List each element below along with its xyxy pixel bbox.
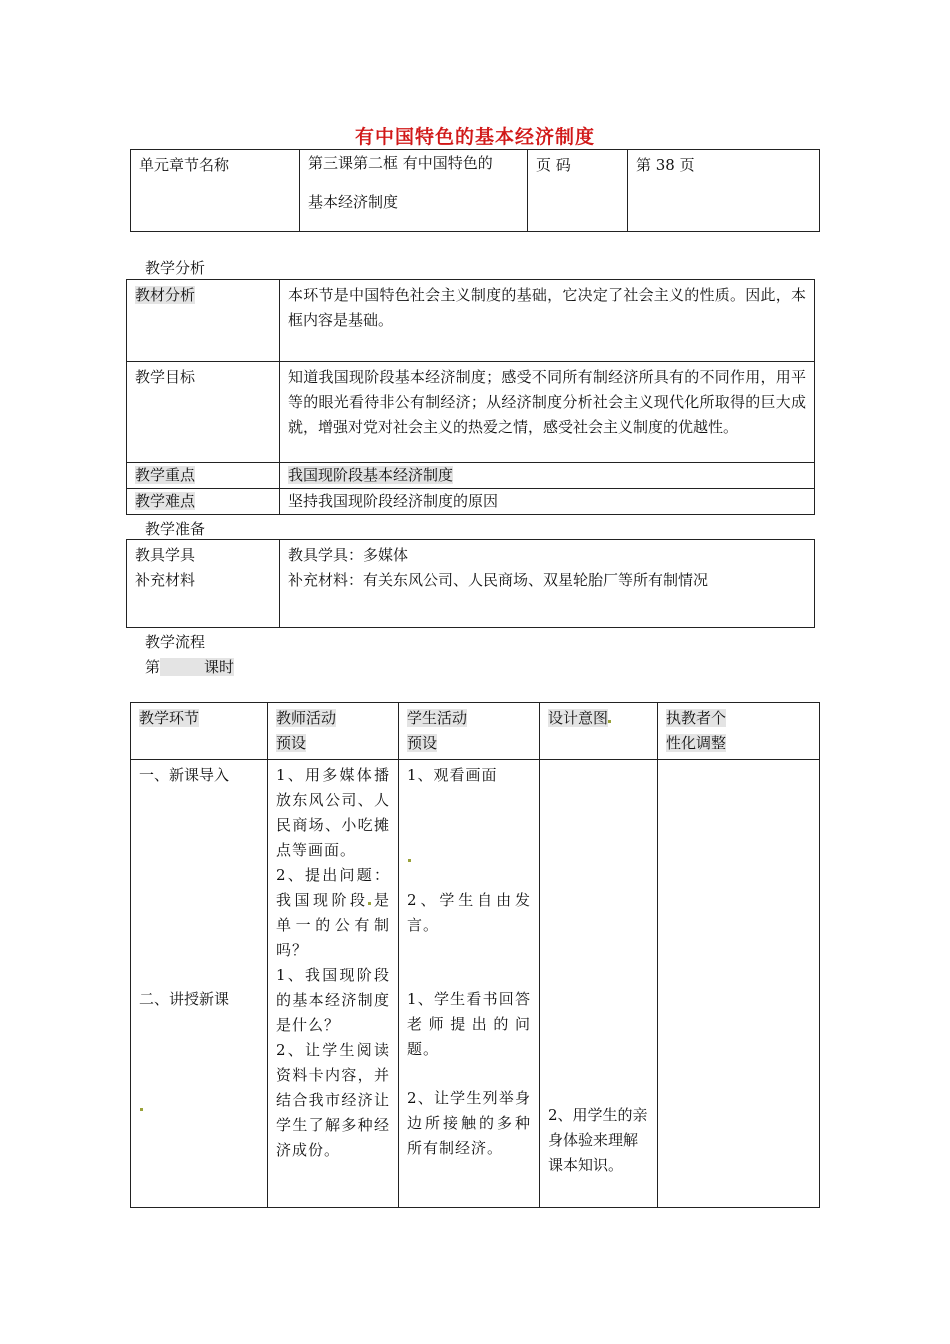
prep-label-tools: 教具学具 bbox=[135, 546, 196, 564]
teacher-activity-2 bbox=[276, 863, 390, 963]
flow-table bbox=[130, 702, 820, 1208]
analysis-text-material: 本环节是中国特色社会主义制度的基础，它决定了社会主义的性质。因此，本框内容是基础。 bbox=[288, 286, 806, 329]
analysis-text-difficulty: 坚持我国现阶段经济制度的原因 bbox=[288, 492, 499, 510]
header-table bbox=[130, 149, 820, 232]
stage-intro: 一、新课导入 bbox=[139, 766, 230, 784]
lesson-title-line2: 基本经济制度 bbox=[308, 193, 399, 211]
page-title: 有中国特色的基本经济制度 bbox=[354, 126, 595, 148]
flow-header-teacher: 教师活动 bbox=[276, 709, 337, 727]
flow-header-student-sub: 预设 bbox=[407, 734, 438, 752]
marker-dot bbox=[408, 859, 411, 862]
flow-header-adjust: 执教者个 bbox=[666, 709, 727, 727]
teacher-activity-2a: 2、提出问题：我国现阶段 bbox=[276, 866, 390, 909]
student-activity-2: 2、学生自由发言。 bbox=[407, 891, 531, 934]
teacher-activity-4: 2、让学生阅读资料卡内容，并结合我市经济让学生了解多种经济成份。 bbox=[276, 1041, 390, 1159]
teacher-activity-3: 1、我国现阶段的基本经济制度是什么？ bbox=[276, 966, 390, 1034]
flow-header-design: 设计意图 bbox=[548, 709, 609, 727]
lesson-title-line1: 第三课第二框 有中国特色的 bbox=[308, 154, 493, 172]
prep-heading: 教学准备 bbox=[145, 520, 206, 538]
flow-heading: 教学流程 bbox=[145, 633, 206, 651]
analysis-text-key: 我国现阶段基本经济制度 bbox=[288, 466, 454, 484]
marker-dot bbox=[608, 720, 611, 723]
prep-text-tools: 教具学具：多媒体 bbox=[288, 546, 409, 564]
analysis-text-goal: 知道我国现阶段基本经济制度；感受不同所有制经济所具有的不同作用，用平等的眼光看待非公有制经济；从经济制度分析社会主义现代化所取得的巨大成就，增强对党对社会主义的热爱之情，感受社会主义制度的优越性。 bbox=[288, 368, 806, 436]
period-label bbox=[145, 656, 234, 677]
analysis-label-material: 教材分析 bbox=[135, 286, 196, 304]
flow-header-teacher-sub: 预设 bbox=[276, 734, 307, 752]
unit-label: 单元章节名称 bbox=[139, 156, 230, 174]
page-value: 第 38 页 bbox=[636, 156, 695, 174]
flow-header-adjust-sub: 性化调整 bbox=[666, 734, 727, 752]
teacher-activity-2b: 是单一的公有制吗？ bbox=[276, 891, 390, 959]
marker-dot bbox=[140, 1108, 143, 1111]
analysis-label-difficulty: 教学难点 bbox=[135, 492, 196, 510]
personal-adjustment bbox=[658, 760, 819, 766]
analysis-heading: 教学分析 bbox=[145, 259, 206, 277]
page-label: 页 码 bbox=[536, 156, 571, 174]
student-activity-1: 1、观看画面 bbox=[407, 766, 498, 784]
period-suffix: 课时 bbox=[204, 658, 235, 676]
analysis-label-key: 教学重点 bbox=[135, 466, 196, 484]
stage-new-lesson: 二、讲授新课 bbox=[139, 990, 230, 1008]
student-activity-3: 1、学生看书回答老师提出的问题。 bbox=[407, 990, 531, 1058]
flow-header-stage: 教学环节 bbox=[139, 709, 200, 727]
design-intent-1: 2、用学生的亲身体验来理解课本知识。 bbox=[548, 1106, 648, 1174]
analysis-table bbox=[126, 279, 815, 515]
prep-text-materials: 补充材料：有关东风公司、人民商场、双星轮胎厂等所有制情况 bbox=[288, 571, 709, 589]
student-activity-4: 2、让学生列举身边所接触的多种所有制经济。 bbox=[407, 1089, 531, 1157]
prep-table bbox=[126, 539, 815, 628]
teacher-activity-1: 1、用多媒体播放东风公司、人民商场、小吃摊点等画面。 bbox=[276, 766, 390, 859]
period-prefix: 第 bbox=[145, 658, 161, 676]
flow-header-student: 学生活动 bbox=[407, 709, 468, 727]
prep-label-materials: 补充材料 bbox=[135, 571, 196, 589]
analysis-label-goal: 教学目标 bbox=[135, 368, 196, 386]
